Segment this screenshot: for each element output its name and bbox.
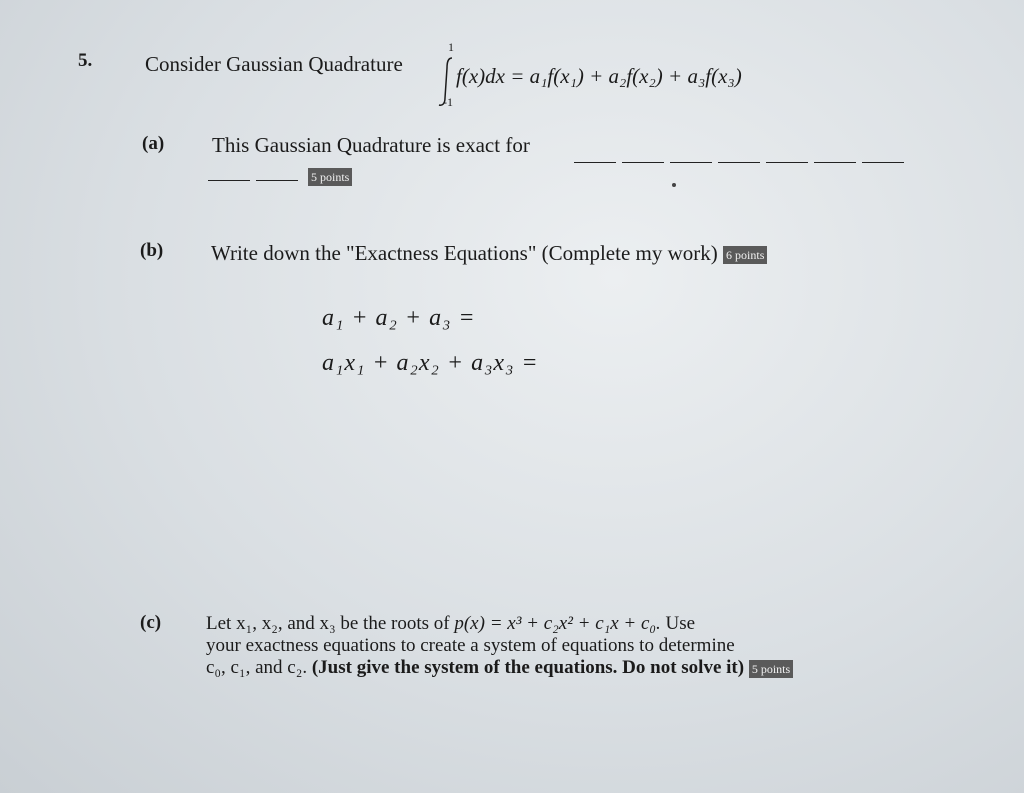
part-c-line-2: your exactness equations to create a system of equations to determine <box>206 635 735 656</box>
part-a-blanks-row2 <box>208 168 352 186</box>
quadrature-formula <box>430 38 850 108</box>
answer-blank <box>718 162 760 163</box>
part-a-blanks-row1 <box>574 150 910 168</box>
part-b-instruction: Write down the "Exactness Equations" (Complete my work) <box>211 241 718 265</box>
part-c-label: (c) <box>140 612 162 633</box>
exactness-equation-2: a₁x₁ + a₂x₂ + a₃x₃ = <box>322 350 539 376</box>
stray-mark <box>672 183 676 187</box>
answer-blank <box>766 162 808 163</box>
part-a-text: This Gaussian Quadrature is exact for <box>212 133 530 157</box>
points-badge: 5 points <box>749 660 793 678</box>
answer-blank <box>670 162 712 163</box>
problem-intro: Consider Gaussian Quadrature <box>145 52 403 76</box>
part-b-text <box>211 241 767 266</box>
polynomial: p(x) = x³ + c₂x² + c₁x + c₀. <box>454 613 661 634</box>
answer-blank <box>208 180 250 181</box>
part-c-coefficients: c₀, c₁, and c₂. <box>206 657 308 678</box>
part-c-text <box>206 613 846 679</box>
formula-expression: f(x)dx = a₁f(x₁) + a₂f(x₂) + a₃f(x₃) <box>456 64 742 88</box>
answer-blank <box>574 162 616 163</box>
answer-blank <box>862 162 904 163</box>
part-c-line-1 <box>206 613 846 635</box>
answer-blank <box>622 162 664 163</box>
integral-upper-limit: 1 <box>448 40 454 54</box>
points-badge: 6 points <box>723 246 767 264</box>
points-badge: 5 points <box>308 168 352 186</box>
part-c-use: Use <box>665 613 696 634</box>
part-c-let-roots: Let x₁, x₂, and x₃ be the roots of <box>206 613 450 634</box>
integral-lower-limit: -1 <box>443 95 453 108</box>
answer-blank <box>814 162 856 163</box>
part-c-instruction: (Just give the system of the equations. Do not solve it) <box>311 657 745 678</box>
answer-blank <box>256 180 298 181</box>
part-c-line-3 <box>206 657 846 679</box>
part-a-label: (a) <box>142 133 165 154</box>
part-b-label: (b) <box>140 240 164 261</box>
exactness-equation-1: a₁ + a₂ + a₃ = <box>322 305 476 331</box>
problem-number: 5. <box>78 50 93 71</box>
